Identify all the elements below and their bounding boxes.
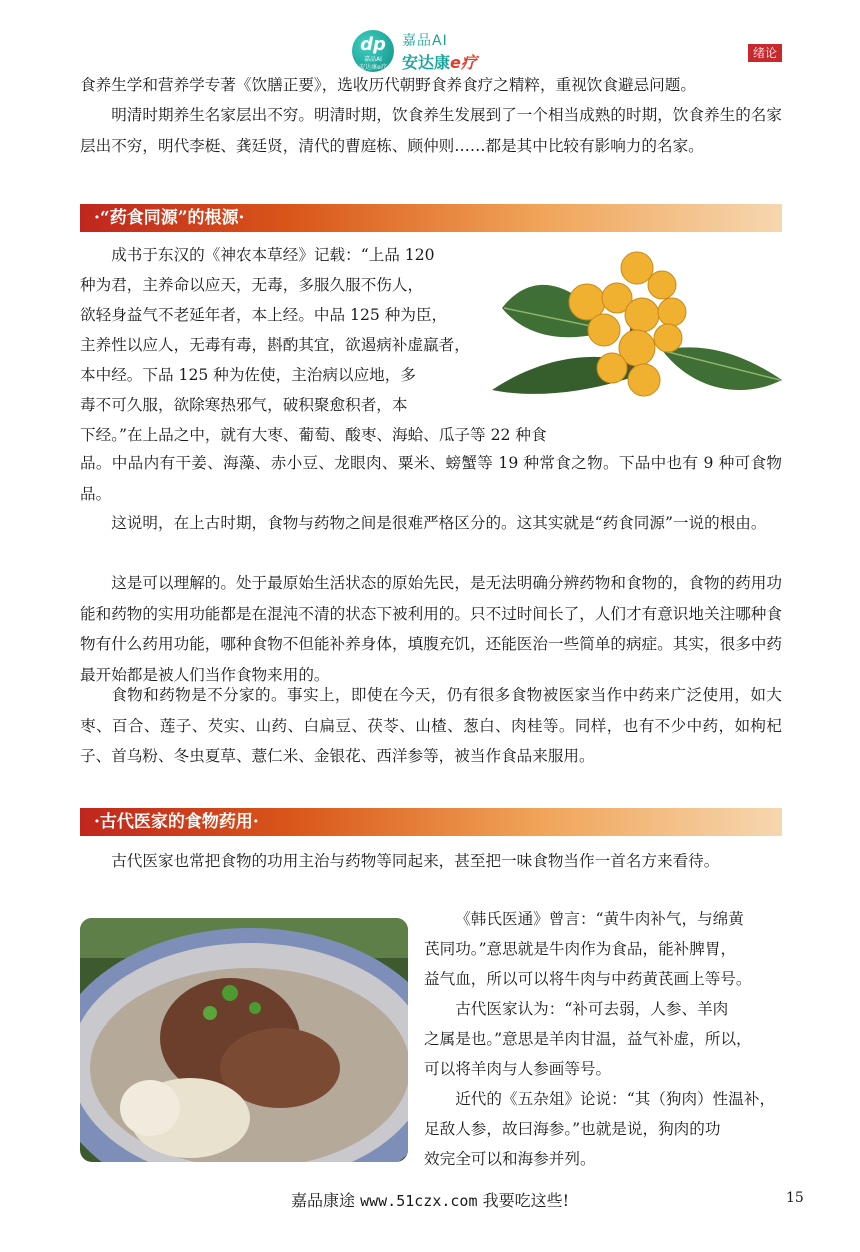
- wrap2-line-3: 益气血，所以可以将牛肉与中药黄芪画上等号。: [424, 970, 752, 988]
- wrap2-line-8: 足敌人参，故曰海参。”也就是说，狗肉的功: [424, 1120, 721, 1138]
- section-banner-yijia: ·古代医家的食物药用·: [80, 808, 782, 836]
- logo-brand: 嘉品AI: [402, 33, 448, 49]
- wrap2-line-5: 之属是也。”意思是羊肉甘温，益气补虚，所以，: [424, 1030, 752, 1048]
- wrap2-line-1: 《韩氏医通》曾言：“黄牛肉补气，与绵黄: [455, 910, 744, 928]
- footer-slogan: 我要吃这些!: [482, 1191, 570, 1210]
- logo-mark-small: 嘉品AI 安达康e疗: [359, 56, 387, 71]
- section-banner-yaoshi: ·“药食同源”的根源·: [80, 204, 782, 232]
- paragraph-s2-1: 古代医家也常把食物的功用主治与药物等同起来，甚至把一味食物当作一首名方来看待。: [111, 852, 720, 870]
- wrap2-line-2: 芪同功。”意思就是牛肉作为食品，能补脾胃，: [424, 940, 737, 958]
- wrap2-line-6: 可以将羊肉与人参画等号。: [424, 1060, 612, 1078]
- wrap2-line-9: 效完全可以和海参并列。: [424, 1150, 596, 1168]
- paragraph-intro-2: 明清时期养生名家层出不穷。明清时期，饮食养生发展到了一个相当成熟的时期，饮食养生的名家层出不穷，明代李梃、龚廷贤，清代的曹庭栋、顾仲则……都是其中比较有影响力的名家。: [80, 106, 782, 155]
- wrap-line-6: 毒不可久服，欲除寒热邪气，破积聚愈积者，本: [80, 396, 408, 414]
- page-number: 15: [786, 1190, 804, 1206]
- logo-subtitle: 安达康e疗: [402, 53, 477, 72]
- soup-image: [80, 918, 408, 1162]
- logo-mark: dp 嘉品AI 安达康e疗: [352, 30, 394, 72]
- logo: [352, 30, 512, 74]
- paragraph-s1-rest: 品。中品内有干姜、海藻、赤小豆、龙眼肉、粟米、螃蟹等 19 种常食之物。下品中也有 9 种可食物品。: [80, 454, 782, 503]
- wrap2-line-7: 近代的《五杂俎》论说：“其（狗肉）性温补，: [455, 1090, 776, 1108]
- wrap2-line-4: 古代医家认为：“补可去弱，人参、羊肉: [455, 1000, 729, 1018]
- wrap-line-3: 欲轻身益气不老延年者，本上经。中品 125 种为臣，: [80, 306, 448, 324]
- loquat-image: [492, 240, 784, 420]
- footer-brand: 嘉品康途: [290, 1191, 355, 1210]
- paragraph-s1-4: 食物和药物是不分家的。事实上，即使在今天，仍有很多食物被医家当作中药来广泛使用，如大枣、百合、莲子、芡实、山药、白扁豆、茯苓、山楂、葱白、肉桂等。同样，也有不少中药，如枸杞子、首乌粉、冬虫夏草、薏仁米、金银花、西洋参等，被当作食品来服用。: [80, 686, 782, 765]
- wrap-line-1: 成书于东汉的《神农本草经》记载：“上品 120: [111, 246, 435, 264]
- paragraph-s1-2: 这说明，在上古时期，食物与药物之间是很难严格区分的。这其实就是“药食同源”一说的根由。: [111, 514, 767, 532]
- wrap-line-5: 本中经。下品 125 种为佐使，主治病以应地，多: [80, 366, 416, 384]
- wrap-line-2: 种为君，主养命以应天，无毒，多服久服不伤人，: [80, 276, 424, 294]
- paragraph-s1-3: 这是可以理解的。处于最原始生活状态的原始先民，是无法明确分辨药物和食物的，食物的药用功能和药物的实用功能都是在混沌不清的状态下被利用的。只不过时间长了，人们才有意识地关注哪种食物有什么药用功能，哪种食物不但能补养身体，填腹充饥，还能医治一些简单的病症。其实，很多中药最开始都是被人们当作食物来用的。: [80, 574, 782, 684]
- footer-url[interactable]: www.51czx.com: [360, 1192, 478, 1210]
- paragraph-intro-1: 食养生学和营养学专著《饮膳正要》，选收历代朝野食养食疗之精粹，重视饮食避忌问题。: [80, 76, 696, 94]
- wrap-line-7: 下经。”在上品之中，就有大枣、葡萄、酸枣、海蛤、瓜子等 22 种食: [80, 426, 547, 444]
- chapter-tag: 绪论: [748, 44, 782, 62]
- wrap-line-4: 主养性以应人，无毒有毒，斟酌其宜，欲遏病补虚羸者，: [80, 336, 470, 354]
- footer: [0, 1188, 860, 1211]
